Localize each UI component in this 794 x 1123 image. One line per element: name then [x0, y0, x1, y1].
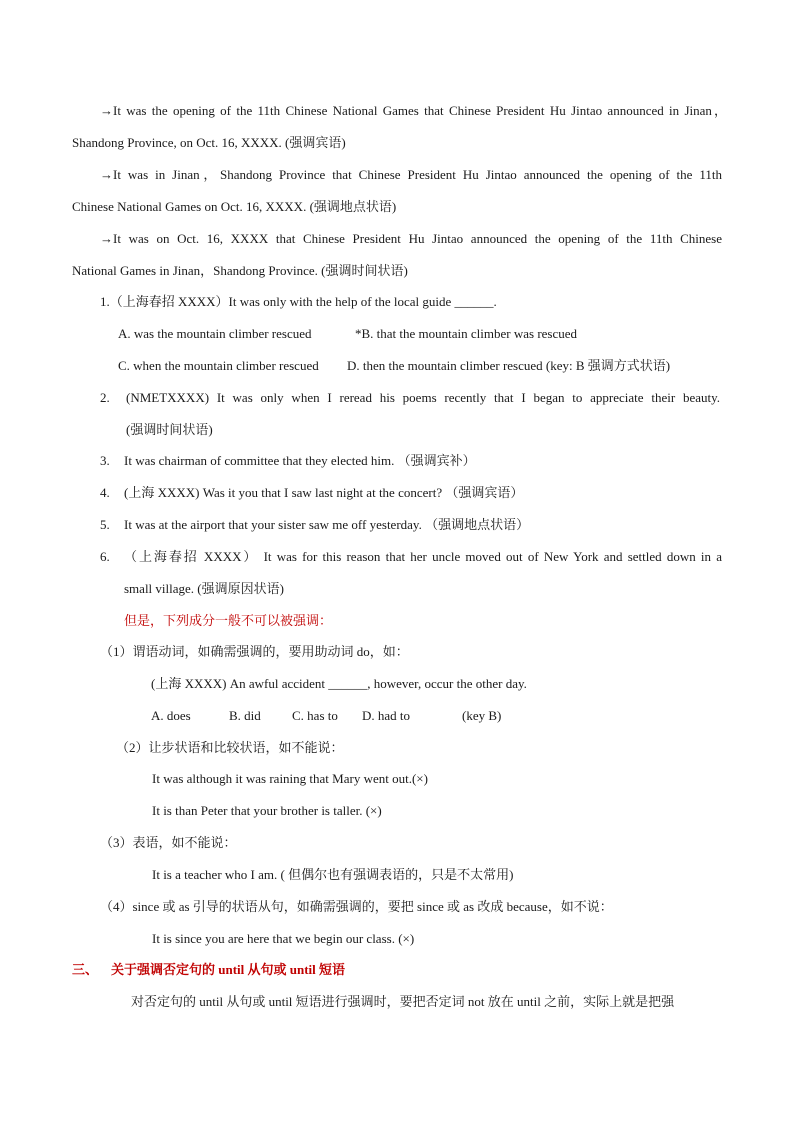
example-1-line-1: →It was the opening of the 11th Chinese National Games that Chinese President Hu Jintao announced in Jinan，	[100, 103, 727, 118]
question-1-option-b: *B. that the mountain climber was rescued	[355, 326, 578, 341]
question-1-stem: 1.（上海春招 XXXX）It was only with the help of the local guide ______.	[100, 294, 497, 309]
note-heading: 但是，下列成分一般不可以被强调：	[124, 613, 333, 628]
question-1-option-c: C. when the mountain climber rescued	[118, 358, 319, 373]
item-2-number: 2.	[100, 390, 110, 405]
item-6-text-line-2: small village. (强调原因状语)	[124, 581, 284, 596]
item-5-number: 5.	[100, 517, 110, 532]
item-3-number: 3.	[100, 453, 110, 468]
example-3-line-2: National Games in Jinan，Shandong Province. (强调时间状语)	[72, 263, 408, 278]
item-6-text: （上海春招 XXXX） It was for this reason that her uncle moved out of New York and settled down in a	[124, 549, 722, 564]
example-2-line-2: Chinese National Games on Oct. 16, XXXX. (强调地点状语)	[72, 199, 397, 214]
item-4-text: (上海 XXXX) Was it you that I saw last night at the concert? （强调宾语）	[124, 485, 524, 500]
rule-1-option-c: C. has to	[292, 708, 338, 723]
rule-1-option-d: D. had to	[362, 708, 411, 723]
item-6-number: 6.	[100, 549, 110, 564]
rule-4-example-1: It is since you are here that we begin our class. (×)	[152, 931, 415, 946]
item-2-text-line-2: (强调时间状语)	[126, 422, 213, 437]
item-4-number: 4.	[100, 485, 110, 500]
rule-1-option-b: B. did	[229, 708, 261, 723]
section-3-number: 三、	[72, 962, 99, 977]
example-2-line-1: →It was in Jinan，Shandong Province that Chinese President Hu Jintao announced the opening of the 11th	[100, 167, 722, 182]
rule-1-option-a: A. does	[151, 708, 191, 723]
rule-1-example: (上海 XXXX) An awful accident ______, however, occur the other day.	[151, 676, 527, 691]
item-2-text: (NMETXXXX) It was only when I reread his poems recently that I began to appreciate their beauty.	[126, 390, 720, 405]
rule-3-example-1: It is a teacher who I am. ( 但偶尔也有强调表语的，只是不太常用)	[152, 867, 514, 882]
item-3-text: It was chairman of committee that they elected him. （强调宾补）	[124, 453, 476, 468]
rule-4-title: （4）since 或 as 引导的状语从句，如确需强调的，要把 since 或 as 改成 because，如不说：	[100, 899, 613, 914]
section-3-title: 关于强调否定句的 until 从句或 until 短语	[111, 962, 346, 977]
example-1-line-2: Shandong Province, on Oct. 16, XXXX. (强调宾语)	[72, 135, 346, 150]
rule-1-key: (key B)	[462, 708, 502, 723]
question-1-option-a: A. was the mountain climber rescued	[118, 326, 312, 341]
rule-3-title: （3）表语，如不能说：	[100, 835, 237, 850]
section-3-paragraph: 对否定句的 until 从句或 until 短语进行强调时，要把否定词 not 放在 until 之前，实际上就是把强	[131, 994, 675, 1009]
rule-2-example-1: It was although it was raining that Mary went out.(×)	[152, 771, 428, 786]
rule-2-title: （2）让步状语和比较状语，如不能说：	[116, 740, 344, 755]
rule-1-title: （1）谓语动词，如确需强调的，要用助动词 do，如：	[100, 644, 409, 659]
question-1-option-d: D. then the mountain climber rescued (key: B 强调方式状语)	[347, 358, 671, 373]
rule-2-example-2: It is than Peter that your brother is taller. (×)	[152, 803, 382, 818]
example-3-line-1: →It was on Oct. 16, XXXX that Chinese President Hu Jintao announced the opening of the 11th Chinese	[100, 231, 722, 246]
item-5-text: It was at the airport that your sister saw me off yesterday. （强调地点状语）	[124, 517, 530, 532]
